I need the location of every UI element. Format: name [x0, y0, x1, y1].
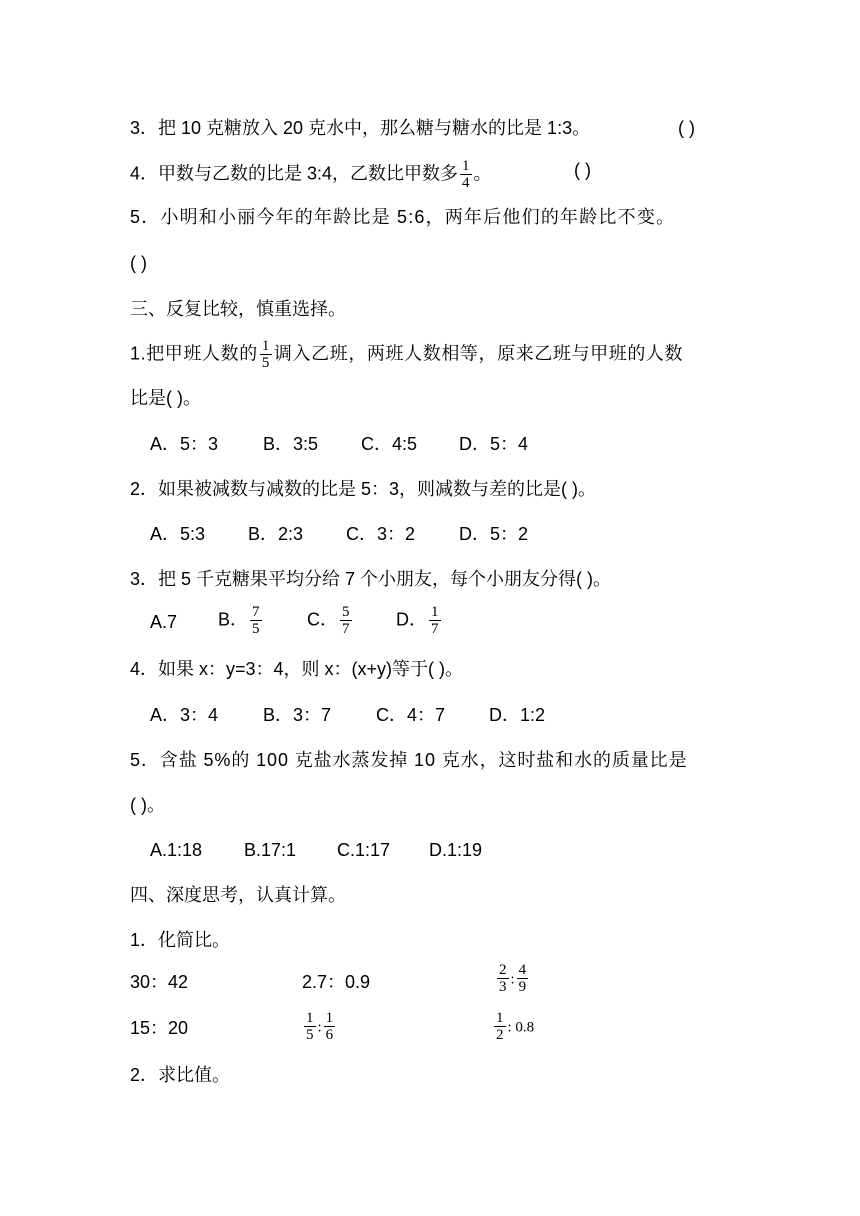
option-d[interactable]: D．1:2 [489, 705, 546, 725]
option-a[interactable]: A．3：4 [150, 705, 219, 725]
s3-q1-line2: 比是( )。 [130, 388, 201, 408]
option-c[interactable]: C．4:5 [361, 434, 418, 454]
judge-q5-text: 5．小明和小丽今年的年龄比是 5:6，两年后他们的年龄比不变。 [130, 207, 676, 227]
judge-q4: 4．甲数与乙数的比是 3:4，乙数比甲数多 $\frac{1}{4}$ 。 [130, 158, 492, 191]
s3-q1: 1.把甲班人数的 $\frac{1}{5}$ 调入乙班，两班人数相等，原来乙班与甲班的人数 [130, 338, 684, 371]
s3-q2: 2．如果被减数与减数的比是 5：3，则减数与差的比是( )。 [130, 479, 597, 499]
fraction: $\frac{1}{4}$ [462, 158, 470, 191]
option-c[interactable]: C．3：2 [346, 524, 416, 544]
fraction: $\frac{7}{5}$ [252, 604, 260, 637]
option-b[interactable]: B．3：7 [263, 705, 332, 725]
judge-q4-paren[interactable]: ( ) [574, 160, 591, 180]
fraction: $\frac{5}{7}$ [342, 604, 350, 637]
fraction: $\frac{1}{5}$ [261, 338, 270, 371]
option-a[interactable]: A．5:3 [150, 524, 206, 544]
section3-title: 三、反复比较，慎重选择。 [130, 299, 346, 319]
judge-q5 [130, 205, 675, 229]
judge-q4-text: 4．甲数与乙数的比是 3:4，乙数比甲数多 [130, 163, 459, 184]
option-d[interactable]: D．5：2 [459, 524, 529, 544]
option-a[interactable]: A.1:18 [150, 840, 203, 860]
ratio-15-20: 15：20 [130, 1018, 189, 1038]
option-b[interactable]: B．2:3 [248, 524, 304, 544]
judge-q3 [130, 116, 590, 140]
ratio-fraction-1-5-1-6: $\frac{1}{5}$ : $\frac{1}{6}$ [306, 1010, 334, 1043]
s3-q5-line2: ( )。 [130, 795, 165, 815]
judge-q3-text: 3．把 10 克糖放入 20 克水中，那么糖与糖水的比是 1:3。 [130, 118, 591, 138]
section4-title: 四、深度思考，认真计算。 [130, 885, 346, 905]
option-c[interactable]: C．4：7 [376, 705, 446, 725]
ratio-fraction-1-2-0.8: $\frac{1}{2}$ : 0.8 [496, 1010, 535, 1043]
option-a[interactable]: A.7 [150, 612, 178, 632]
option-b[interactable]: B.17:1 [244, 840, 297, 860]
option-d[interactable]: D.1:19 [429, 840, 483, 860]
judge-q3-paren[interactable]: ( ) [678, 118, 695, 138]
s3-q5: 5．含盐 5%的 100 克盐水蒸发掉 10 克水，这时盐和水的质量比是 [130, 750, 688, 770]
option-b[interactable]: B． $\frac{7}{5}$ [218, 604, 260, 637]
ratio-2.7-0.9: 2.7：0.9 [302, 972, 371, 992]
option-c[interactable]: C.1:17 [337, 840, 391, 860]
option-a[interactable]: A．5：3 [150, 434, 219, 454]
option-b[interactable]: B．3:5 [263, 434, 319, 454]
fraction: $\frac{1}{7}$ [431, 604, 439, 637]
ratio-30-42: 30：42 [130, 972, 189, 992]
s4-sub2: 2．求比值。 [130, 1065, 231, 1085]
s3-q4: 4．如果 x：y=3：4，则 x：(x+y)等于( )。 [130, 659, 464, 679]
ratio-fraction-2-3-4-9: $\frac{2}{3}$ : $\frac{4}{9}$ [499, 962, 527, 995]
s3-q3: 3．把 5 千克糖果平均分给 7 个小朋友，每个小朋友分得( )。 [130, 569, 612, 589]
s4-sub1: 1．化简比。 [130, 930, 231, 950]
option-d[interactable]: D． $\frac{1}{7}$ [396, 604, 439, 637]
option-d[interactable]: D．5：4 [459, 434, 529, 454]
option-c[interactable]: C． $\frac{5}{7}$ [307, 604, 350, 637]
judge-q5-paren[interactable]: ( ) [130, 253, 147, 273]
